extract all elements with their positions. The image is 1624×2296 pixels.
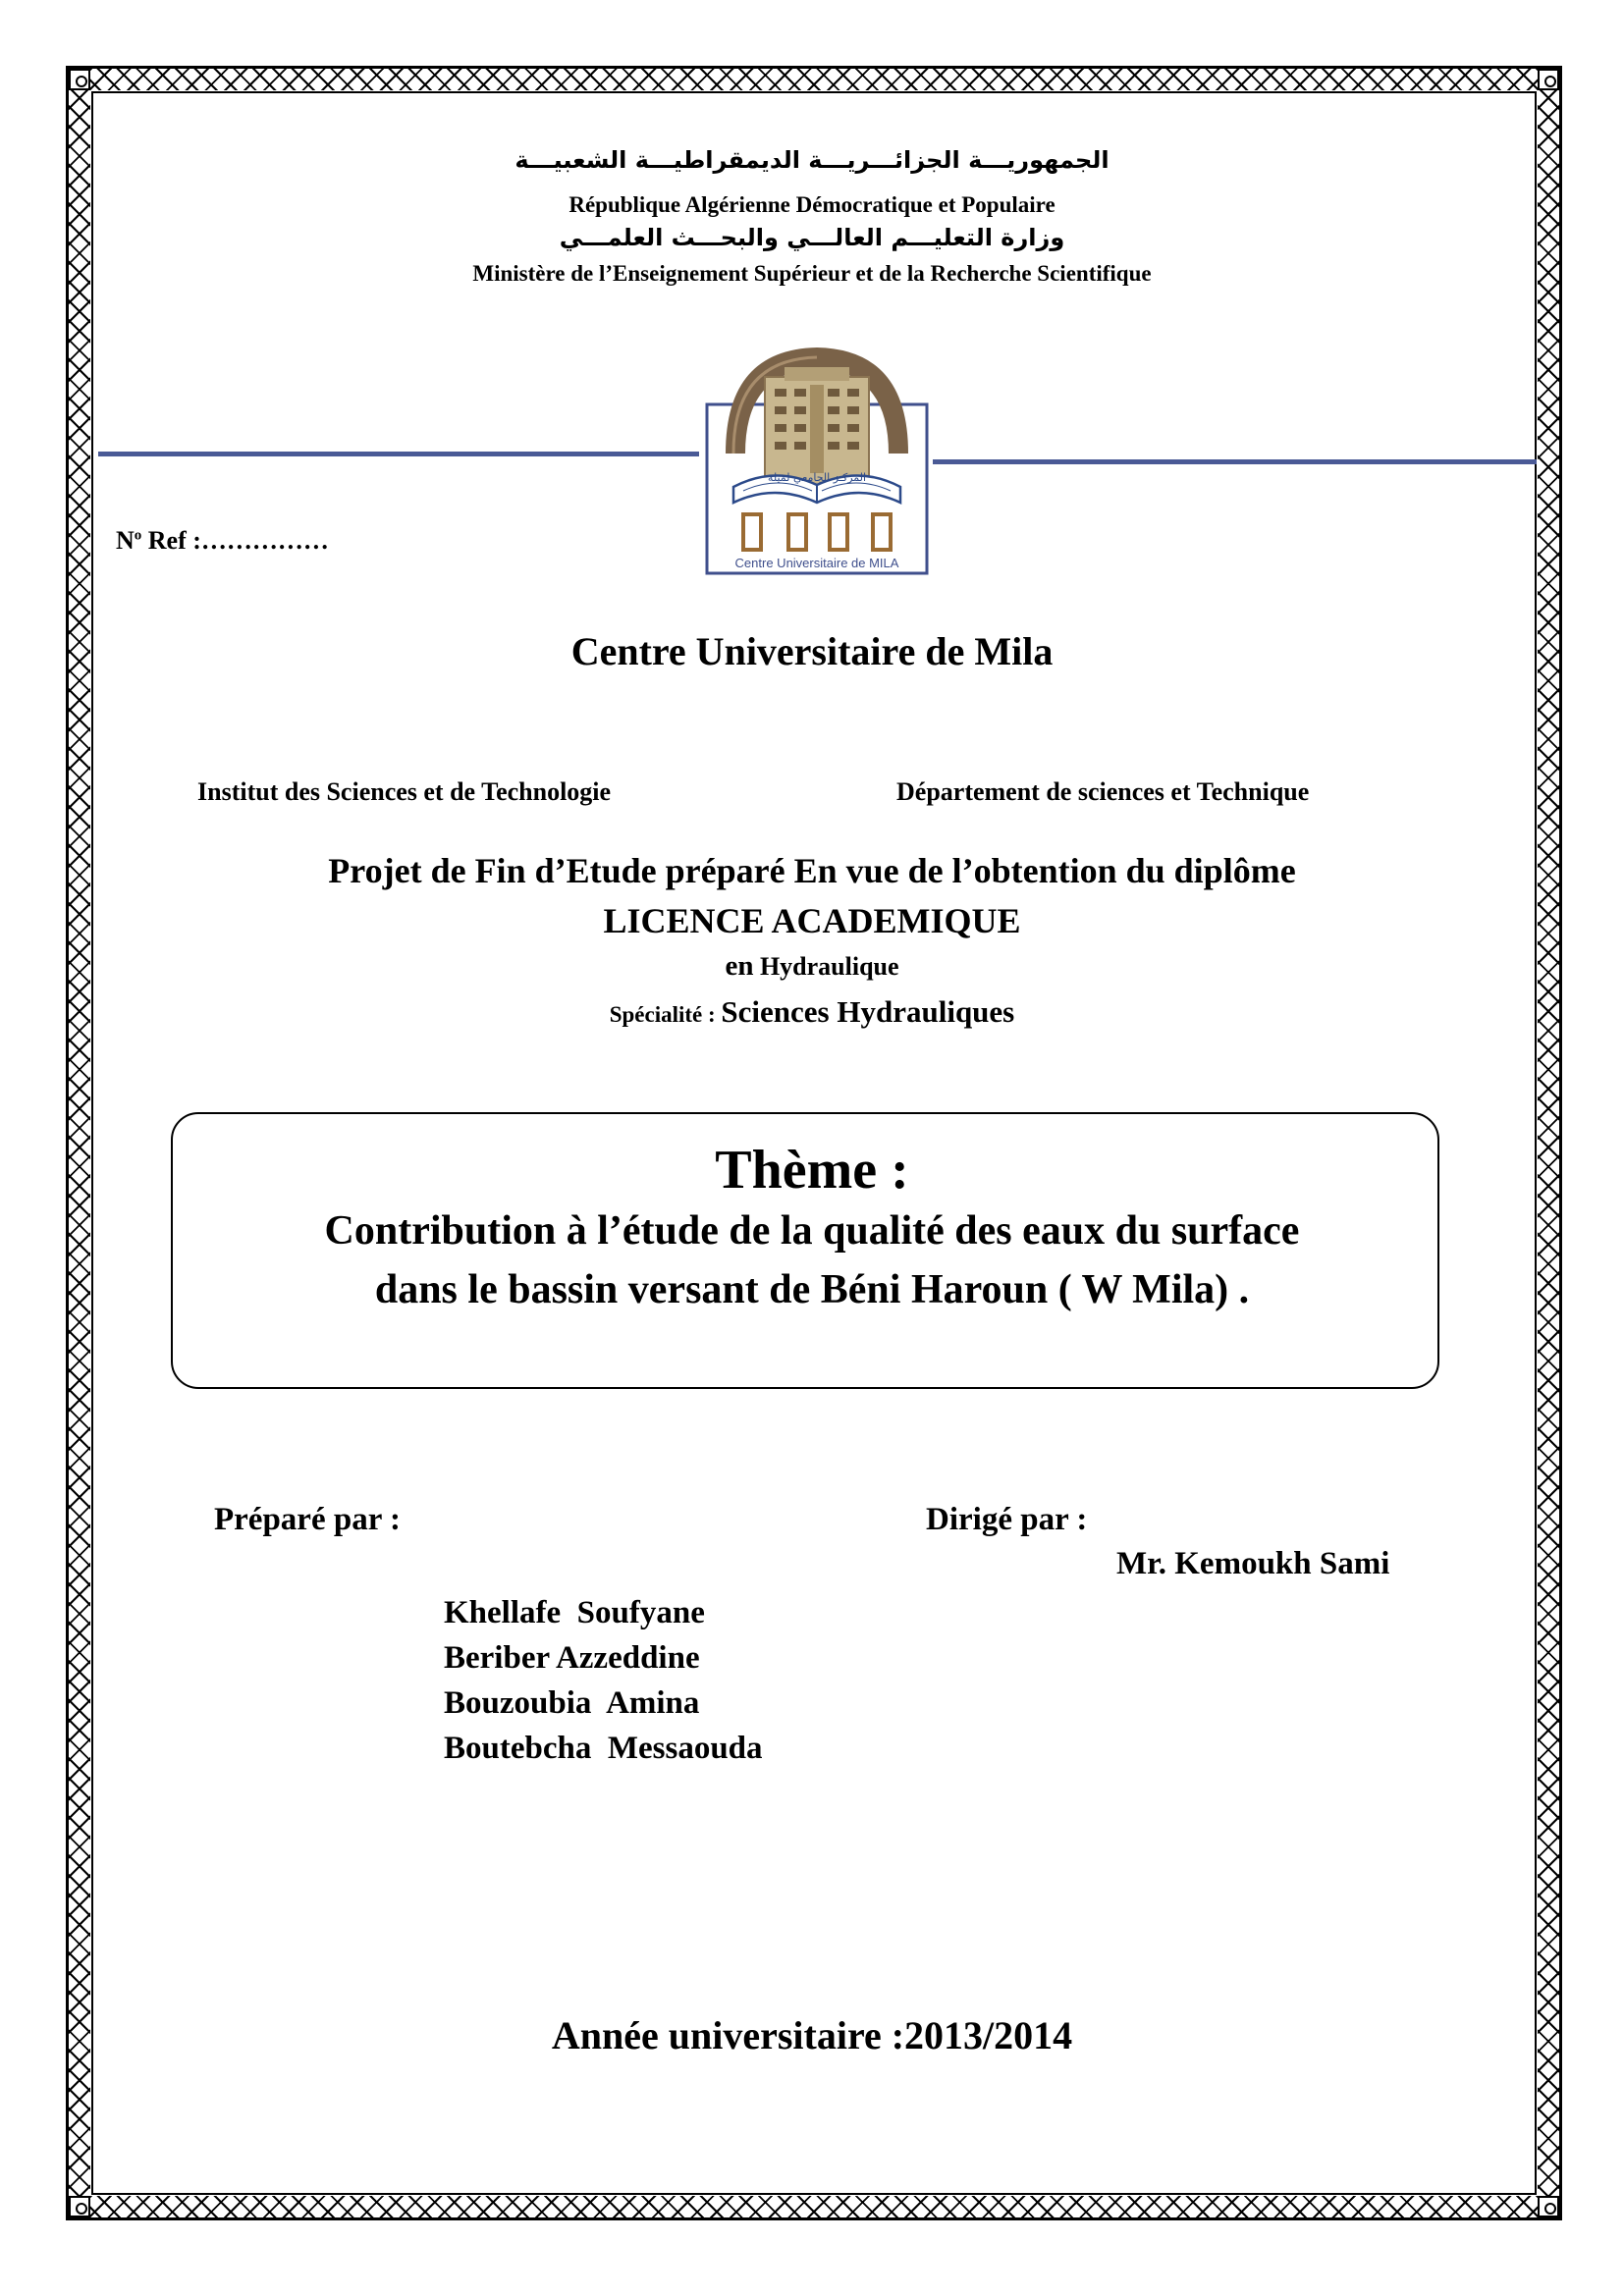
supervisor-name: Mr. Kemoukh Sami — [1116, 1546, 1390, 1581]
field-line: en Hydraulique — [725, 950, 899, 982]
border-bottom-chain — [70, 2196, 1558, 2217]
logo-arabic-text: المركـز الجامعي لميلة — [767, 471, 867, 484]
header-rule-right — [933, 459, 1537, 464]
institute-name: Institut des Sciences et de Technologie — [197, 777, 612, 806]
student-list — [444, 1590, 763, 1771]
institution-name: Centre Universitaire de Mila — [570, 629, 1054, 673]
student-name: Khellafe Soufyane — [444, 1595, 705, 1630]
specialty-line: Spécialité : Sciences Hydrauliques — [609, 994, 1015, 1029]
theme-label: Thème : — [715, 1140, 909, 1201]
university-logo — [704, 338, 930, 579]
department-name: Département de sciences et Technique — [896, 777, 1310, 806]
header-french-ministry: Ministère de l’Enseignement Supérieur et de la Recherche Scientifique — [472, 261, 1152, 286]
student-name: Bouzoubia Amina — [444, 1685, 700, 1721]
academic-year: Année universitaire :2013/2014 — [551, 2013, 1073, 2057]
directed-by-label: Dirigé par : — [926, 1502, 1088, 1537]
header-arabic-ministry: وزارة التعليـــم العالـــي والبحـــث العلمـــي — [559, 224, 1065, 251]
header-arabic-republic: الجمهوريـــة الجزائـــريـــة الديمقراطيـــة الشعبيـــة — [514, 146, 1110, 174]
header-rule-left — [98, 452, 699, 456]
student-name: Beriber Azzeddine — [444, 1640, 700, 1676]
prepared-by-label: Préparé par : — [214, 1502, 401, 1537]
project-description: Projet de Fin d’Etude préparé En vue de l’obtention du diplôme — [328, 851, 1296, 890]
header-french-republic: République Algérienne Démocratique et Populaire — [568, 192, 1056, 217]
theme-title-line-1: Contribution à l’étude de la qualité des eaux du surface — [324, 1208, 1300, 1254]
diploma-name: LICENCE ACADEMIQUE — [603, 901, 1021, 940]
reference-number: $N^o$ Ref :…………… — [116, 526, 329, 555]
border-top-chain — [70, 69, 1558, 90]
logo-caption: Centre Universitaire de MILA — [734, 556, 899, 570]
student-name: Boutebcha Messaouda — [444, 1731, 763, 1766]
theme-title-line-2: dans le bassin versant de Béni Haroun ( W Mila) . — [374, 1267, 1250, 1312]
